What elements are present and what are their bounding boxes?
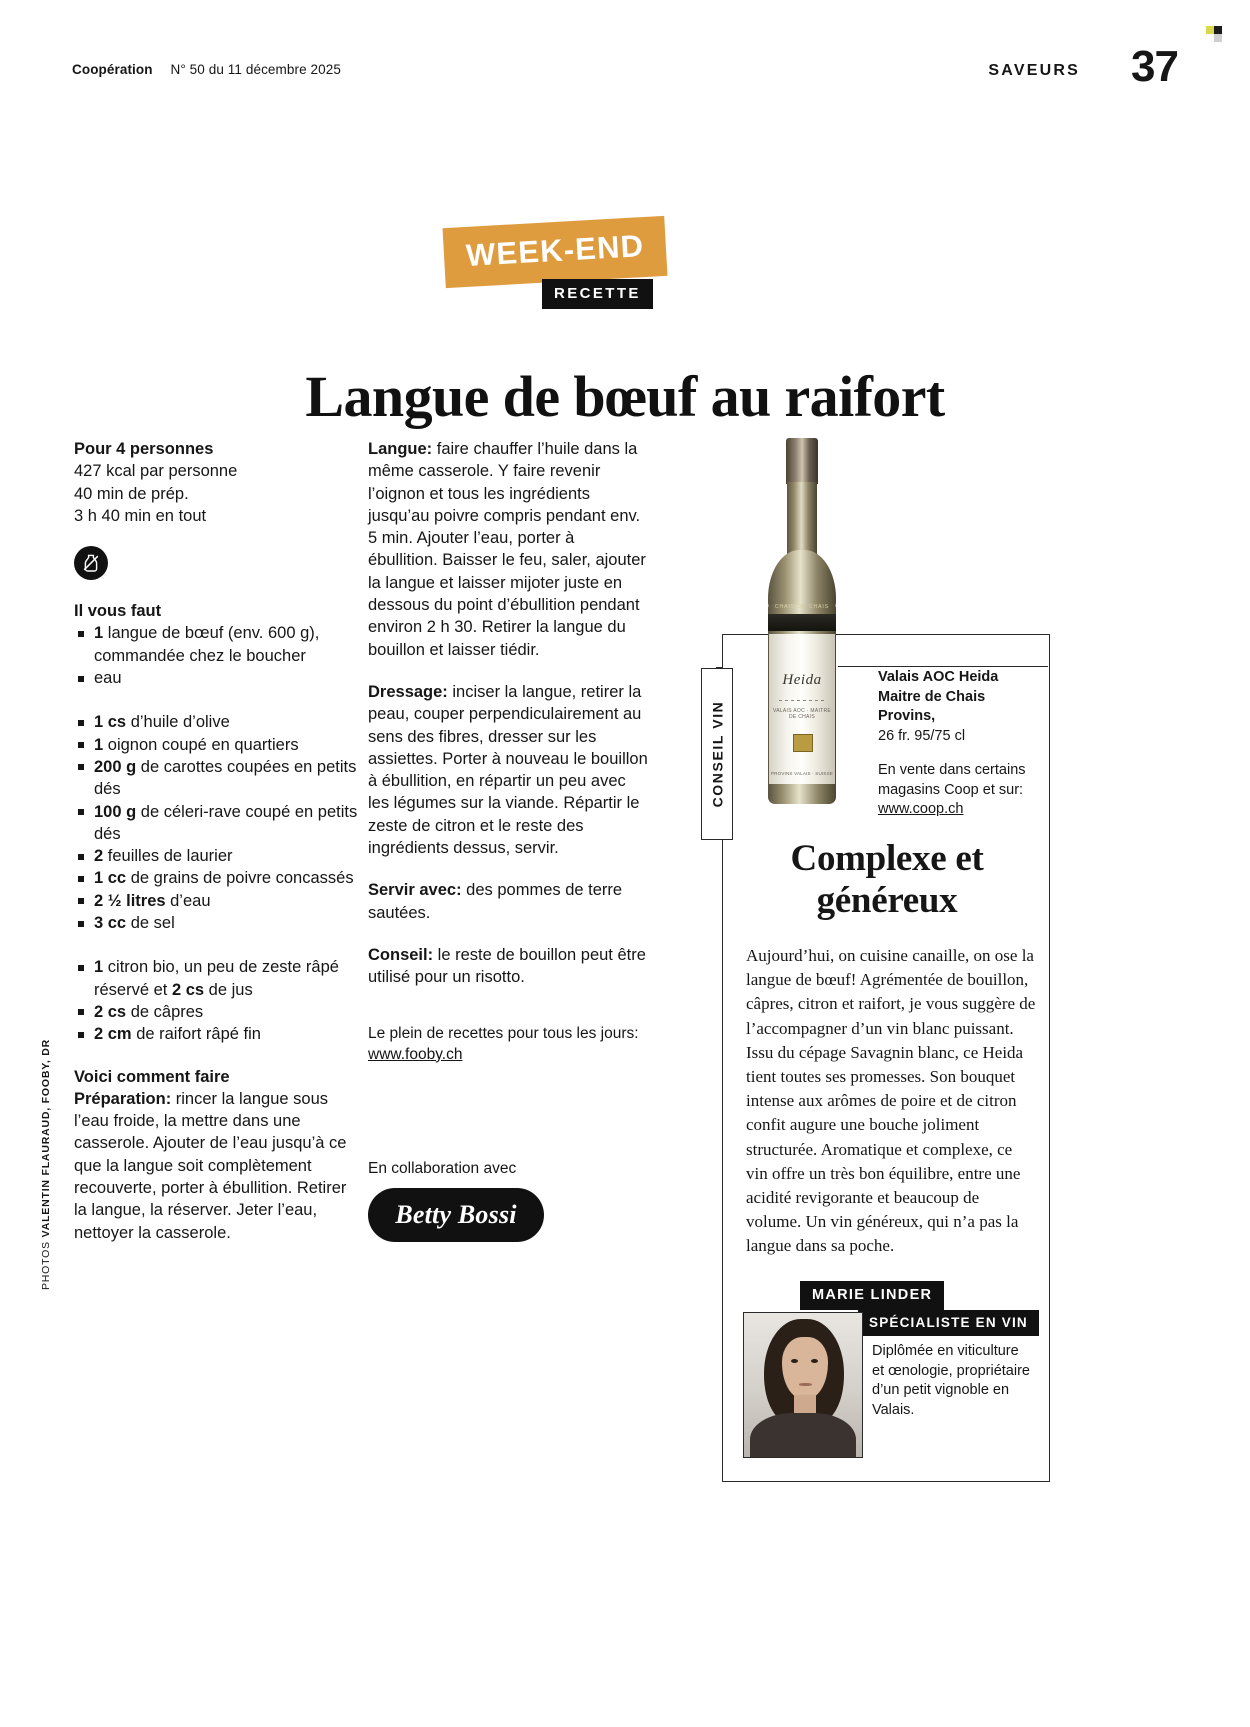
total-time: 3 h 40 min en tout (74, 506, 207, 525)
wine-availability: En vente dans certains magasins Coop et sur: (878, 762, 1026, 798)
list-item: 1 oignon coupé en quartiers (74, 734, 359, 756)
wine-review-headline (746, 838, 1028, 922)
fooby-note (368, 1023, 648, 1065)
wine-review-text: Aujourd’hui, on cuisine canaille, on ose la langue de bœuf! Agrémentée de bouillon, câpres, citron et raifort, je vous suggère de l’accompagner d’un vin blanc puissant. Issu du cépage Savagnin blanc, ce Heida tient toutes ses promesses. Son bouquet intense aux arômes de poire et de citron confit augure une bouche joliment structurée. Aromatique et complexe, ce vin offre un très bon équilibre, entre une acidité revigorante et beaucoup de volume. Un vin généreux, qui n’a pas la langue dans sa poche. (746, 946, 1036, 1256)
expert-bio: Diplômée en viticulture et œnologie, propriétaire d’un petit vignoble en Valais. (872, 1343, 1030, 1418)
page-number: 37 (1131, 42, 1178, 91)
step-preparation: Préparation: rincer la langue sous l’eau froide, la mettre dans une casserole. Ajouter de l’eau jusqu’à ce que la langue soit complètement recouverte, porter à ébullition. Retirer la langue, la réserver. Jeter l’eau, nettoyer la casserole. (74, 1089, 347, 1242)
masthead (72, 62, 341, 77)
recette-badge-label: RECETTE (542, 279, 653, 309)
list-item: 1 cc de grains de poivre concassés (74, 867, 359, 889)
weekend-badge-label: WEEK-END (442, 216, 667, 288)
wine-name: Valais AOC Heida Maitre de Chais Provins, (878, 669, 999, 724)
issue-info: N° 50 du 11 décembre 2025 (170, 62, 341, 77)
step-langue: Langue: faire chauffer l’huile dans la même casserole. Y faire revenir l’oignon et tous les ingrédients jusqu’au poivre compris pendant env. 5 min. Ajouter l’eau, porter à ébullition. Baisser le feu, saler, ajouter la langue et laisser mijoter juste en dessous du point d’ébullition pendant environ 2 h 30. Retirer la langue du bouillon et laisser tiédir. (368, 440, 646, 659)
list-item: 2 feuilles de laurier (74, 845, 359, 867)
ingredient-group-3 (74, 956, 359, 1045)
list-item: eau (74, 667, 359, 689)
list-item: 100 g de céleri-rave coupé en petits dés (74, 801, 359, 846)
list-item: 200 g de carottes coupées en petits dés (74, 756, 359, 801)
recipe-steps-column (368, 438, 648, 1065)
bottle-collar (768, 614, 836, 631)
weekend-recipe-badge (444, 222, 714, 312)
step-dressage: Dressage: inciser la langue, retirer la peau, couper perpendiculairement au sens des fibres, dresser sur les assiettes. Porter à nouveau le bouillon à ébullition, en répartir un peu avec les légumes sur la viande. Répartir le zeste de citron et le reste des ingrédients dessus, servir. (368, 682, 648, 858)
list-item: 2 cs de câpres (74, 1001, 359, 1023)
betty-bossi-logo: Betty Bossi (368, 1188, 544, 1242)
section-label: SAVEURS (988, 62, 1080, 79)
expert-portrait (743, 1312, 863, 1458)
prep-time: 40 min de prép. (74, 484, 189, 503)
servings-title: Pour 4 personnes (74, 440, 214, 458)
coop-link[interactable]: www.coop.ch (878, 801, 964, 817)
bottle-label-script: Heida (782, 672, 822, 688)
step-conseil: Conseil: le reste de bouillon peut être utilisé pour un risotto. (368, 945, 646, 987)
recipe-title: Langue de bœuf au raifort (305, 363, 945, 429)
bottle-capsule (786, 438, 818, 484)
wine-headline-line2: généreux (816, 880, 958, 921)
wine-bottle-image (760, 438, 844, 804)
collaboration-label: En collaboration avec (368, 1160, 517, 1177)
list-item: 1 cs d’huile d’olive (74, 711, 359, 733)
recipe-ingredients-column (74, 438, 359, 1244)
list-item: 2 cm de raifort râpé fin (74, 1023, 359, 1045)
step-servir-avec: Servir avec: des pommes de terre sautées. (368, 881, 623, 922)
bottle-label-foot-text: PROVINS VALAIS · SUISSE (770, 771, 834, 776)
wine-price: 26 fr. 95/75 cl (878, 727, 966, 744)
howto-title: Voici comment faire (74, 1067, 230, 1086)
wine-headline-line1: Complexe et (790, 838, 984, 879)
list-item: 1 langue de bœuf (env. 600 g), commandée chez le boucher (74, 622, 359, 667)
list-item: 2 ½ litres d’eau (74, 890, 359, 912)
expert-role-badge: SPÉCIALISTE EN VIN (858, 1310, 1039, 1336)
list-item: 3 cc de sel (74, 912, 359, 934)
expert-name-badge: MARIE LINDER (800, 1281, 944, 1310)
lactose-free-icon (74, 546, 108, 580)
conseil-vin-label: CONSEIL VIN (709, 700, 725, 808)
photo-credits (40, 1039, 52, 1290)
bottle-top-text: CHAIS DE CHAIS (774, 604, 830, 610)
credits-prefix: PHOTOS (40, 1237, 52, 1290)
wine-divider (838, 666, 1048, 667)
bottle-label-rule (779, 700, 825, 701)
conseil-vin-tab (701, 668, 733, 840)
list-item: 1 citron bio, un peu de zeste râpé réservé et 2 cs de jus (74, 956, 359, 1001)
ingredient-group-1 (74, 622, 359, 689)
kcal-info: 427 kcal par personne (74, 462, 238, 481)
bottle-label-subtext: VALAIS AOC · MAITRE DE CHAIS (772, 708, 832, 720)
ingredients-title: Il vous faut (74, 602, 162, 621)
bottle-label-crest-icon (793, 734, 813, 752)
bottle-neck (787, 482, 817, 556)
credits-names: VALENTIN FLAURAUD, FOOBY, DR (40, 1038, 52, 1238)
bottle-label (769, 634, 835, 784)
wine-info (878, 668, 1036, 820)
fooby-link[interactable]: www.fooby.ch (368, 1045, 463, 1063)
print-registration-mark (1206, 26, 1222, 42)
bottle-shoulder (768, 550, 836, 612)
ingredient-group-2 (74, 711, 359, 934)
fooby-note-text: Le plein de recettes pour tous les jours: (368, 1024, 639, 1042)
brand-name: Coopération (72, 62, 153, 77)
